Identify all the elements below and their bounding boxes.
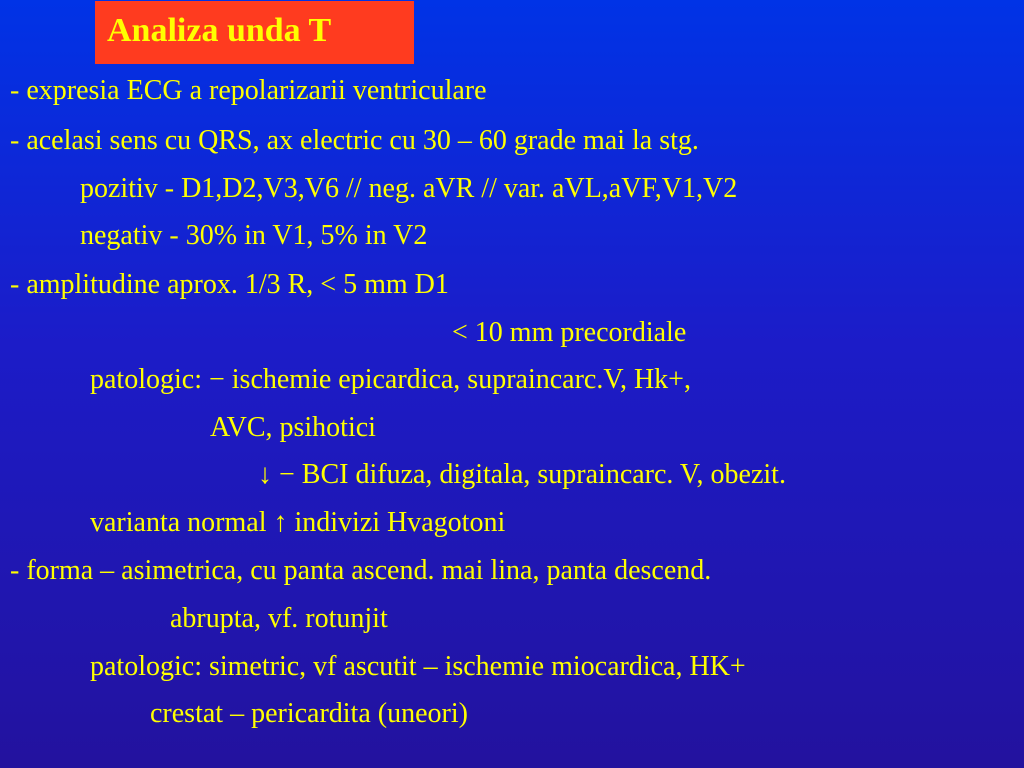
text-line-2: - acelasi sens cu QRS, ax electric cu 30 – 60 grade mai la stg. (10, 125, 699, 156)
text-line-5: - amplitudine aprox. 1/3 R, < 5 mm D1 (10, 269, 449, 300)
text-line-8: AVC, psihotici (210, 412, 376, 443)
slide-title: Analiza unda T (107, 12, 332, 49)
text-line-3: pozitiv - D1,D2,V3,V6 // neg. aVR // var. aVL,aVF,V1,V2 (80, 173, 738, 204)
text-line-11: - forma – asimetrica, cu panta ascend. mai lina, panta descend. (10, 555, 712, 586)
text-line-10: varianta normal ↑ indivizi Hvagotoni (90, 507, 506, 538)
text-line-4: negativ - 30% in V1, 5% in V2 (80, 220, 428, 251)
text-line-14: crestat – pericardita (uneori) (150, 698, 468, 729)
text-line-9: ↓ − BCI difuza, digitala, supraincarc. V, obezit. (258, 459, 786, 490)
title-box (95, 1, 414, 64)
text-line-1: - expresia ECG a repolarizarii ventriculare (10, 75, 487, 106)
text-line-6: < 10 mm precordiale (452, 317, 687, 348)
text-line-7: patologic: − ischemie epicardica, supraincarc.V, Hk+, (90, 364, 691, 395)
text-line-12: abrupta, vf. rotunjit (170, 603, 388, 634)
text-line-13: patologic: simetric, vf ascutit – ischemie miocardica, HK+ (90, 651, 746, 682)
